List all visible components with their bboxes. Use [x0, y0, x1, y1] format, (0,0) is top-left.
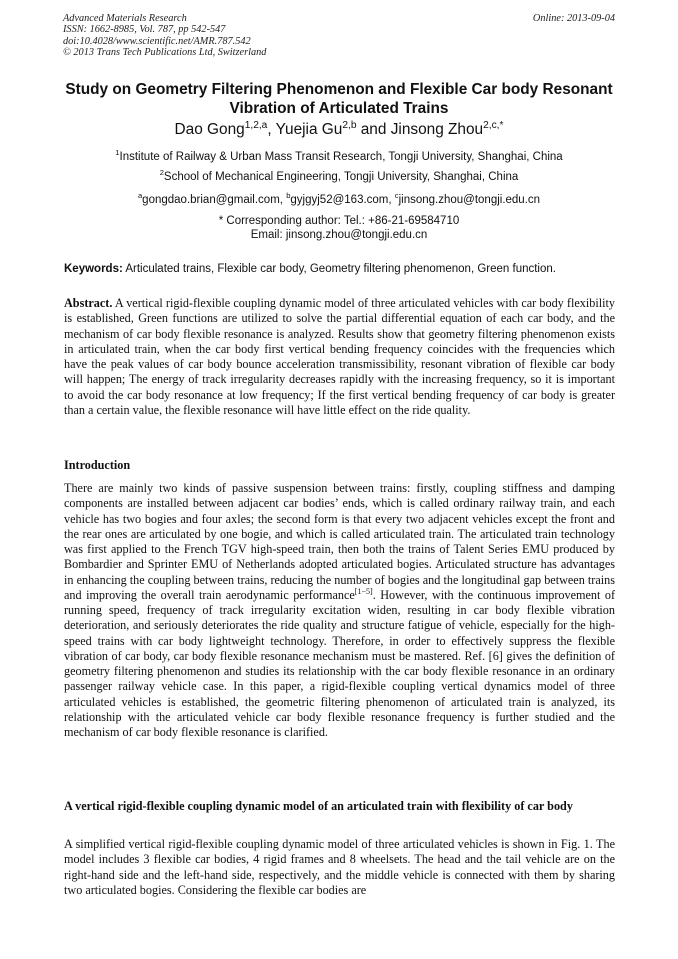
affiliation-1-text: Institute of Railway & Urban Mass Transit Research, Tongji University, Shanghai, China [119, 151, 563, 163]
keywords-text: Articulated trains, Flexible car body, Geometry filtering phenomenon, Green function. [122, 263, 556, 275]
corresponding-email: Email: jinsong.zhou@tongji.edu.cn [250, 229, 428, 241]
introduction-heading: Introduction [64, 458, 131, 472]
abstract-text: A vertical rigid-flexible coupling dynamic model of three articulated vehicles with car body flexibility is established, Green functions are utilized to solve the partial differential equation of each car body, and the mechanism of car body flexible resonance is analyzed. Results show that geometry filtering phenomenon exists in articulated train, when the car body first vertical bending frequency coincides with the frequencies which have the peak values of car body bounce acceleration transmissibility, resonant vibration of flexible car body will happen; The energy of track irregularity decreases rapidly with the increasing frequency, so it is important to avoid the car body resonance at low frequency; If the first vertical bending frequency of car body is greater than a certain value, the flexible resonance will have little effect on the ride quality. [64, 296, 615, 417]
abstract-label: Abstract. [64, 296, 113, 310]
corresponding-author: * Corresponding author: Tel.: +86-21-69584710 [218, 215, 460, 227]
issn-line: ISSN: 1662-8985, Vol. 787, pp 542-547 [63, 24, 226, 36]
author-separator: , [267, 121, 276, 138]
affiliation-1 [60, 150, 618, 164]
paper-title: Study on Geometry Filtering Phenomenon and Flexible Car body Resonant Vibration of Articulated Trains [65, 81, 613, 117]
keywords [64, 262, 615, 276]
email-c: jinsong.zhou@tongji.edu.cn [398, 194, 541, 206]
email-a: gongdao.brian@gmail.com, [142, 194, 287, 206]
online-date: Online: 2013-09-04 [532, 13, 615, 24]
affiliation-2-marker: 2 [159, 168, 164, 178]
model-section-body: A simplified vertical rigid-flexible coupling dynamic model of three articulated vehicles is shown in Fig. 1. The model includes 3 flexible car bodies, 4 rigid frames and 8 wheelsets. The head and the tail vehicle are on the right-hand side and the left-hand side, respectively, and the middle vehicle is connected with them by sharing two articulated bogies. Considering the flexible car bodies are [64, 837, 615, 897]
journal-header [63, 13, 266, 59]
citation: [1−5] [354, 586, 373, 596]
email-a-marker: a [137, 191, 143, 201]
author-line [60, 120, 618, 140]
email-line [60, 193, 618, 207]
author-2-affiliation: 2,b [342, 119, 357, 131]
email-b: gyjgyj52@163.com, [290, 194, 395, 206]
email-b-marker: b [286, 191, 291, 201]
copyright-line: © 2013 Trans Tech Publications Ltd, Switzerland [63, 47, 267, 59]
abstract [64, 296, 615, 418]
journal-name: Advanced Materials Research [63, 13, 187, 24]
author-2: Yuejia Gu [275, 121, 343, 138]
affiliation-2-text: School of Mechanical Engineering, Tongji University, Shanghai, China [163, 171, 519, 183]
affiliation-1-marker: 1 [115, 148, 120, 158]
affiliation-2 [60, 170, 618, 184]
author-1-affiliation: 1,2,a [244, 119, 268, 131]
author-3-affiliation: 2,c,* [483, 119, 504, 131]
model-section-heading: A vertical rigid-flexible coupling dynamic model of an articulated train with flexibility of car body [64, 799, 573, 813]
introduction-text: There are mainly two kinds of passive suspension between trains: firstly, coupling stiffness and damping components are installed between adjacent car bodies’ ends, which is called ordinary railway train, and each vehicle has two bogies and four axles; the second form is that every two adjacent vehicles except the front and the rear ones are articulated by one bogie, and which is called articulated train. The articulated train technology was first applied to the French TGV high-speed train, then both the trains of Talent Series EMU produced by Bombardier and Sprinter EMU of Netherlands adopted articulated bogies. Articulated structure has advantages in enhancing the coupling between trains, reducing the number of bogies and the longitudinal gap between trains and improving the overall train aerodynamic performance [64, 481, 615, 602]
author-3: Jinsong Zhou [390, 121, 484, 138]
author-separator: and [356, 121, 391, 138]
author-1: Dao Gong [174, 121, 245, 138]
introduction-body [64, 481, 615, 740]
doi-line: doi:10.4028/www.scientific.net/AMR.787.542 [63, 35, 251, 47]
introduction-text-continued: . However, with the continuous improvement of running speed, frequency of track irregularity excitation widen, resulting in car body flexible vibration deterioration, and seriously deteriorates the ride quality and structure fatigue of vehicle, especially for the high-speed trains with car body lightweight technology. Therefore, in order to effectively suppress the flexible vibration of car body, car body flexible resonance mechanism must be mastered. Ref. [6] gives the definition of geometry filtering phenomenon and studies its relationship with the car body flexible resonance in an ordinary passenger railway vehicle case. In this paper, a rigid-flexible coupling vertical dynamics model of three articulated vehicles is established, the geometric filtering phenomenon of articulated train is analyzed, its relationship with the articulated vehicle car body flexible resonance frequency is further studied and the mechanism of car body flexible resonance is clarified. [64, 587, 616, 739]
keywords-label: Keywords: [64, 263, 123, 275]
email-c-marker: c [394, 191, 399, 201]
